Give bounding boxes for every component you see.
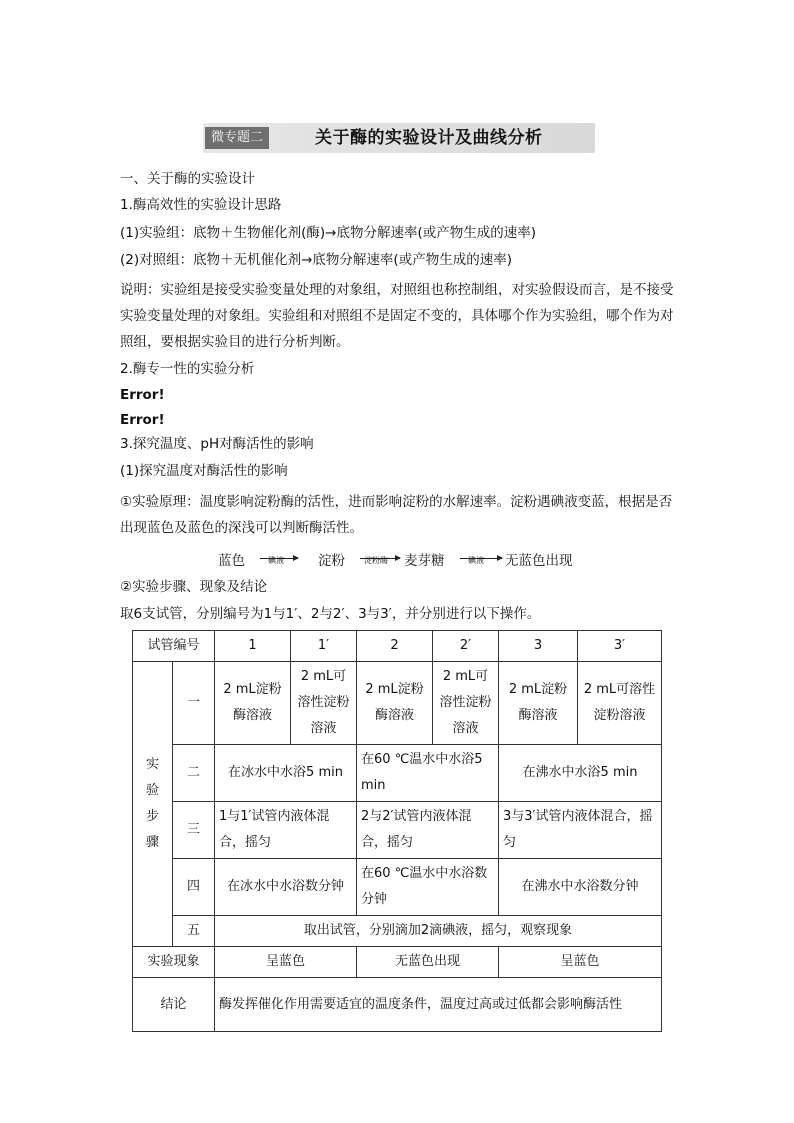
table-row [133,745,662,802]
phenomenon-label: 实验现象 [133,947,215,978]
table-cell: 3与3′试管内液体混合，摇匀 [499,802,662,859]
flow-starch: 淀粉 [318,553,345,569]
page-title: 关于酶的实验设计及曲线分析 [315,128,543,148]
reaction-flow [218,546,598,568]
flow-blue: 蓝色 [218,553,245,569]
flow-label-3: 碘液 [468,556,484,565]
subheading-efficiency: 1.酶高效性的实验设计思路 [120,197,282,213]
note-paragraph: 说明：实验组是接受实验变量处理的对象组，对照组也称控制组，对实验假设而言，是不接受实验变量处理的对象组。实验组和对照组不是固定不变的，具体哪个作为实验组，哪个作为对照组，要根据实验目的进行分析判断。 [120,282,674,350]
table-cell: 1与1′试管内液体混合，摇匀 [215,802,357,859]
subheading-temperature: (1)探究温度对酶活性的影响 [120,463,288,479]
table-cell: 在冰水中水浴5 min [215,745,357,802]
conclusion-label: 结论 [133,978,215,1032]
flow-arrow-1 [260,556,298,565]
table-cell: 在沸水中水浴数分钟 [499,859,662,916]
error-text-1: Error! [120,387,165,403]
tube-number: 1′ [291,631,357,662]
table-cell: 在沸水中水浴5 min [499,745,662,802]
topic-tag: 微专题二 [205,127,269,149]
step-number: 四 [173,859,215,916]
table-row [133,662,662,745]
flow-arrow-3 [460,556,502,565]
table-cell: 取出试管，分别滴加2滴碘液，摇匀，观察现象 [215,916,662,947]
flow-result: 无蓝色出现 [505,553,573,569]
conclusion-text: 酶发挥催化作用需要适宜的温度条件，温度过高或过低都会影响酶活性 [215,978,662,1032]
table-cell: 2 mL淀粉酶溶液 [357,662,433,745]
steps-label [133,662,173,947]
tube-number: 2′ [433,631,499,662]
table-row [133,916,662,947]
tube-number: 1 [215,631,291,662]
flow-maltose: 麦芽糖 [404,553,445,569]
table-cell: 无蓝色出现 [357,947,499,978]
subheading-specificity: 2.酶专一性的实验分析 [120,361,255,377]
table-cell: 在冰水中水浴数分钟 [215,859,357,916]
section-heading: 一、关于酶的实验设计 [120,171,255,187]
experiment-group-text: (1)实验组：底物＋生物催化剂(酶)→底物分解速率(或产物生成的速率) [120,225,537,241]
flow-arrow-2 [360,556,400,565]
step-number: 三 [173,802,215,859]
table-row [133,802,662,859]
step-number: 一 [173,662,215,745]
header-label: 试管编号 [133,631,215,662]
steps-heading: ②实验步骤、现象及结论 [120,579,268,595]
control-group-text: (2)对照组：底物＋无机催化剂→底物分解速率(或产物生成的速率) [120,252,512,268]
table-cell: 呈蓝色 [499,947,662,978]
steps-label-text: 实验步骤 [145,757,159,850]
step-number: 二 [173,745,215,802]
flow-label-1: 碘液 [268,556,284,565]
table-header-row [133,631,662,662]
experiment-table [132,630,662,1032]
tube-number: 3 [499,631,578,662]
conclusion-row [133,978,662,1032]
table-cell: 在60 ℃温水中水浴5 min [357,745,499,802]
flow-label-2: 淀粉酶 [364,556,388,565]
tube-number: 2 [357,631,433,662]
table-cell: 2 mL可溶性淀粉溶液 [578,662,662,745]
table-cell: 2与2′试管内液体混合，摇匀 [357,802,499,859]
step-number: 五 [173,916,215,947]
subheading-temperature-ph: 3.探究温度、pH对酶活性的影响 [120,436,314,452]
table-cell: 2 mL淀粉酶溶液 [499,662,578,745]
table-cell: 在60 ℃温水中水浴数分钟 [357,859,499,916]
phenomenon-row [133,947,662,978]
table-cell: 2 mL可溶性淀粉溶液 [433,662,499,745]
error-text-2: Error! [120,412,165,428]
topic-banner [203,123,595,153]
table-row [133,859,662,916]
table-cell: 2 mL淀粉酶溶液 [215,662,291,745]
table-cell: 呈蓝色 [215,947,357,978]
table-cell: 2 mL可溶性淀粉溶液 [291,662,357,745]
principle-paragraph: ①实验原理：温度影响淀粉酶的活性，进而影响淀粉的水解速率。淀粉遇碘液变蓝，根据是否出现蓝色及蓝色的深浅可以判断酶活性。 [120,494,673,536]
steps-intro: 取6支试管，分别编号为1与1′、2与2′、3与3′，并分别进行以下操作。 [120,606,541,622]
tube-number: 3′ [578,631,662,662]
